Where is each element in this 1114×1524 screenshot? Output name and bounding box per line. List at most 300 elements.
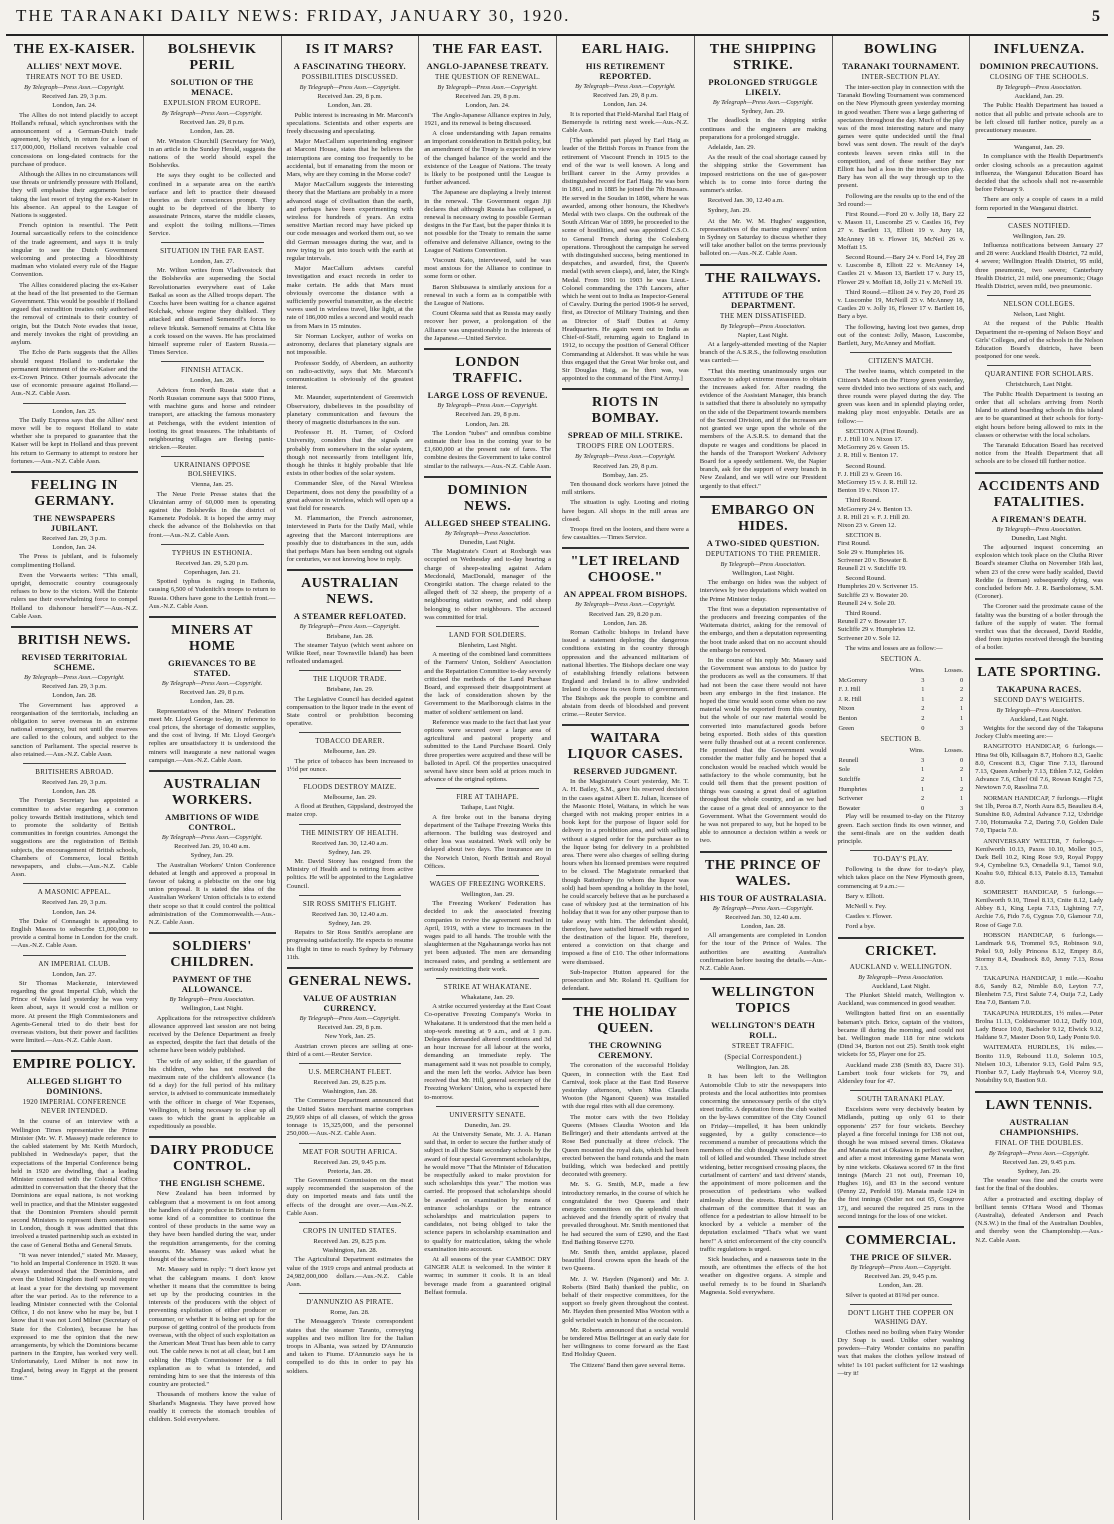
subheading: FINNISH ATTACK.	[180, 366, 244, 375]
article-divider	[436, 978, 539, 979]
table-cell: 2	[960, 785, 964, 793]
received-line: Received Jan. 29, 8 p.m.	[455, 411, 521, 419]
section-divider	[562, 388, 689, 390]
dateline: London, Jan. 24.	[603, 101, 648, 109]
column-3	[282, 36, 420, 1520]
headline: GENERAL NEWS.	[288, 974, 412, 990]
dateline: London, Jan. 27.	[190, 258, 235, 266]
subheading: THE MINISTRY OF HEALTH.	[301, 828, 399, 837]
article	[975, 1091, 1103, 1245]
section-divider	[838, 1226, 965, 1228]
article-divider	[23, 955, 126, 956]
dateline: Pretoria, Jan. 28.	[327, 1167, 373, 1175]
paragraph: All arrangements are completed in London for the tour of the Prince of Wales. The authorities are awaiting Australia's confirmation before issuing the details.—Aus.-N.Z. Cable Assn.	[699, 932, 827, 973]
paragraph: Mr. S. G. Smith, M.P., made a few introductory remarks, in the course of which he congratulated the two Queens and their energetic committees on the splendid result achieved and the friendly spirit of rivalry that prevailed throughout. Mr. Smith mentioned that he had secured the sum of £290, and the East End Bathing Reserve £270.	[562, 1181, 689, 1246]
paragraph: A close understanding with Japan remains an important consideration in British policy, but an amendment of the Treaty is expected in view of the changed balance of the world and the existence of the League of Nations. The treaty is likely to be postponed until the League is further advanced.	[424, 130, 551, 187]
dateline: Sydney, Jan. 29.	[741, 108, 785, 116]
article	[975, 472, 1103, 653]
subheading: HIS RETIREMENT REPORTED.	[585, 61, 665, 81]
received-line: Received Jan. 30, 12.40 a.m.	[725, 913, 802, 921]
article	[838, 1304, 965, 1378]
headline: WELLINGTON TOPICS	[711, 985, 815, 1017]
article	[287, 569, 414, 666]
table-cell: Reunell	[838, 756, 859, 764]
subheading: THE PRICE OF SILVER.	[850, 1252, 952, 1263]
headline: THE SHIPPING STRIKE.	[709, 42, 817, 73]
subheading: A MASONIC APPEAL.	[37, 888, 112, 897]
dateline: Wellington, Last Night.	[732, 569, 795, 577]
paragraph: Received Jan. 30, 12.40 a.m.	[707, 197, 784, 205]
article-divider	[299, 778, 402, 779]
paragraph: At all seasons of the year CAMBOC DRY GINGER ALE is welcomed. In the winter it warms; in summer it cools. It is an ideal beverage made from a guaranteed original Belfast formula.	[424, 1255, 551, 1296]
section-divider	[975, 1091, 1103, 1093]
received-line: Received Jan. 29, 8 p.m.	[179, 689, 245, 697]
dateline: London, Jan. 24.	[465, 102, 510, 110]
received-line: Received Jan. 29, 8.25 p.m.	[313, 1237, 387, 1245]
paragraph: Mr. Smith then, amidst applause, placed beautiful floral crowns upon the heads of the two Queens.	[562, 1248, 689, 1273]
dateline: New York, Jan. 25.	[324, 1033, 376, 1041]
subheading: CLOSING OF THE SCHOOLS.	[989, 73, 1089, 81]
header-cell: Wins.	[909, 667, 925, 674]
paragraph: The Messaggero's Trieste correspondent states that the steamer Taranto, conveying supplies and two million lire for the Italian troops in Albania, was seized by D'Annunzio and taken to Fiume. D'Annunzio says he is compelled to do this in order to pay his soldiers.	[286, 1318, 414, 1375]
article	[424, 788, 551, 871]
results-paragraph: SECTION A (First Round). F. J. Hill 10 v. Nixon 17. McGorrery 26 v. Green 15. J. R. Hill v. Benton 17.	[837, 427, 919, 460]
article	[287, 670, 414, 728]
article	[287, 967, 414, 1059]
subheading: SIR ROSS SMITH'S FLIGHT.	[302, 899, 397, 908]
article	[424, 875, 551, 974]
subheading: AUCKLAND v. WELLINGTON.	[849, 962, 952, 971]
paragraph: There are only a couple of cases in a mild form reported in the Wanganui district.	[975, 196, 1103, 212]
article	[149, 544, 276, 611]
received-line: Received Jan. 29, 5.20 p.m.	[175, 559, 249, 567]
paragraph: Castles v. Flower.	[845, 913, 893, 921]
paragraph: Sir Thomas Mackenzie, interviewed regarding the great Imperial Club, which the Prince of Wales laid yesterday he was very keen about, says it would cost a million or more. At present the High Commissioners and Agents-General tried to do their best for overseas visitors, but their power and facilities were limited.—Aus.-N.Z. Cable Assn.	[11, 979, 138, 1045]
paragraph: The Neue Freie Presse states that the Ukrainian army of 60,000 men is operating against the Bolsheviks in the district of Kamenetz Podolsk. It is hoped the army may check the advance of the Bolsheviks on that front.—Aus.-N.Z. Cable Assn.	[148, 490, 276, 539]
results-paragraph: Second Round. Humphries 20 v. Scrivener 15. Sutcliffe 23 v. Bowater 20. Reunell 24 v. Sole 20.	[837, 575, 919, 607]
paragraph: The Australian Workers' Union Conference debated at length and approved a proposal in favour of taking a plebiscite on the one big union proposal. It is stated the idea of the Australian Workers' Union officials is to extend their scope so that it could control the political administration of the Commonwealth.—Aus.-N.Z. Cable Assn.	[148, 861, 276, 927]
article-divider	[850, 352, 953, 353]
received-line: Received Jan. 29, 8.20 p.m.	[588, 610, 662, 618]
results-paragraph: Third Round.—Elliott 24 v. Fey 20, Ford 26 v. Luscombe 19, McNeill 23 v. McAnney 18, Castles 20 v. Jolly 16, Flower 17 v. Bartlett 16, Bary a bye.	[837, 288, 965, 321]
paragraph: Major MacCallum superintending engineer at Marconi House, states that he believes the interruptions are coming too frequently to be accidental, but if emanating from the moon or Mars, why are they coming in the Morse code?	[286, 138, 414, 179]
paragraph: The adjourned inquest concerning an explosion which took place on the Clutha River Board's steamer Clutha on November 16th last, when 23 of the crew were badly scalded, David Reddie (a fireman) subsequently dying, was concluded before Mr. J. R. Bartholomew, S.M. (Coroner).	[975, 543, 1103, 601]
byline: By Telegraph—Press Association.	[858, 973, 944, 981]
table-cell: 0	[960, 676, 964, 684]
article-divider	[850, 1090, 953, 1091]
subheading: AN IMPERIAL CLUB.	[38, 959, 111, 968]
article	[424, 1106, 551, 1297]
subheading: THE QUESTION OF RENEWAL.	[435, 73, 541, 81]
paragraph: Following are the results up to the end of the 3rd round:—	[837, 192, 965, 208]
masthead-title: THE TARANAKI DAILY NEWS: FRIDAY, JANUARY 30, 1920.	[16, 6, 571, 25]
paragraph: The situation is ugly. Looting and rioting have begun. All shops in the mill areas are closed.	[562, 499, 689, 523]
subheading: UNIVERSITY SENATE.	[449, 1110, 526, 1119]
subheading: TOBACCO DEARER.	[315, 737, 385, 746]
paragraph: A strike occurred yesterday at the East Coast Co-operative Freezing Company's Works in Whakatane. It is understood that the men held a stop-work meeting at 9 a.m., and at 1 p.m. Delegates demanded altered conditions and 3d an hour increase for all labour at the works, demanding an immediate reply. The management said it was not possible to comply, and the men left the works. Advice has been received that Mr. Hill, general secretary of the Freezing Workers' Union, who is expected here to-morrow.	[424, 1003, 551, 1101]
article-divider	[161, 456, 264, 457]
byline: By Telegraph—Press Assn.—Copyright.	[299, 84, 401, 91]
section-divider	[562, 547, 689, 549]
subheading: POSSIBILITIES DISCUSSED.	[301, 73, 399, 81]
article-divider	[436, 875, 539, 876]
article	[11, 626, 138, 759]
dateline: Bombay, Jan. 25.	[602, 471, 649, 479]
subheading: LARGE LOSS OF REVENUE.	[427, 390, 548, 401]
table-cell: 1	[921, 785, 925, 793]
dateline: London, Jan. 28.	[741, 923, 786, 931]
dateline: Auckland, Jan. 29.	[1014, 93, 1064, 101]
table-cell: 1	[921, 695, 925, 703]
standings-table	[838, 746, 965, 813]
subheading: SITUATION IN THE FAR EAST.	[160, 247, 265, 256]
headline: THE EX-KAISER.	[13, 42, 136, 57]
paragraph: A fire broke out in the banana drying department of the Taihape Freezing Works this afternoon. The building was destroyed and other loss was sustained. Work will only be delayed about two days. The insurance are in the Norwich Union, North British and Royal Offices.	[424, 813, 551, 870]
dateline: Auckland, Last Night.	[1009, 715, 1069, 723]
results-paragraph: Third Round. Reunell 27 v. Bowater 17. Sutcliffe 29 v. Humphries 12. Scrivener 20 v. Sole 12.	[837, 609, 916, 642]
subheading: DEPUTATIONS TO THE PREMIER.	[705, 549, 821, 558]
paragraph: Although the Allies in no circumstances will use threats or unfriendly pressure with Holland, they will emphasise their arguments before taking the last resort of trying the ex-Kaiser in his absence. An appeal to the League of Nations is suggested.	[11, 171, 138, 220]
table-cell: 0	[921, 724, 925, 732]
table-cell: Nixon	[838, 705, 855, 713]
dateline: Dunedin, Last Night.	[459, 538, 516, 546]
subheading: PAYMENT OF THE ALLOWANCE.	[172, 974, 252, 995]
paragraph: TAKAPUNA HANDICAP, 1 mile.—Koahu 8.6, Sandy 8.2, Nimble 8.0, Leyton 7.7, Blenheim 7.5, First Salute 7.4, Ouija 7.2, Lady Ena 7.0, Bantam 7.0.	[975, 974, 1103, 1007]
paragraph: Roman Catholic bishops in Ireland have issued a statement deploring the dangerous conditions existing in the country through oppression and the advanced militarism of national liberties. The Bishops declare one way of establishing friendly relations between England and Ireland is to allow undivided Ireland to choose its own form of government. The Bishops ask the people to combine and abstain from deeds of bloodshed and prevent crime.—Reuter Service.	[562, 628, 689, 718]
paragraph: The Plunket Shield match, Wellington v. Auckland, was commenced in good weather.	[837, 991, 965, 1008]
headline: BOWLING	[864, 42, 938, 57]
subheading: ALLEGED SLIGHT TO DOMINIONS.	[26, 1076, 123, 1097]
article	[562, 547, 689, 719]
subheading: THE LIQUOR TRADE.	[313, 675, 387, 684]
paragraph: The Foreign Secretary has appointed a committee to advise regarding a common policy towards British institutions, which tend to promote the solidarity of British communities in foreign countries. Amongst the suggestions are the registration of British subjects, the encouragement of British schools, Chambers of Commerce, local British newspapers, and clubs.—Aus.-N.Z. Cable Assn.	[11, 797, 138, 879]
subheading: WELLINGTON'S DEATH ROLL.	[711, 1020, 816, 1041]
section-divider	[700, 851, 827, 853]
paragraph: Influenza notifications between January 27 and 28 were: Auckland Health District, 72 mild, 4 severe; Wellington Health District, 95 mild, three pneumonic, two severe; Canterbury Health District, 21 mild, one pneumonic; Otago Health District, seven mild, two pneumonic.	[975, 242, 1103, 291]
paragraph: New Zealand has been informed by cablegram that a movement is on foot among the handlers of dairy produce in Britain to form some kind of a committee to continue the control of these products in the same way as they have been handled during the war, under the requisition arrangements, for the coming seasons. Mr. Massey was asked what he thought of the scheme.	[148, 1190, 276, 1264]
table-cell: 1	[960, 714, 964, 722]
table-cell: 1	[960, 775, 964, 783]
paragraph: It is reported that Field-Marshal Earl Haig of Bemersyde is retiring next week.—Aus.-N.Z. Cable Assn.	[562, 110, 689, 135]
dateline: London, Jan. 28.	[52, 788, 97, 796]
table-row	[838, 676, 965, 686]
byline: By Telegraph—Press Assn.—Copyright.	[712, 904, 814, 912]
article-divider	[299, 1063, 402, 1064]
table-row	[838, 775, 965, 785]
article-divider	[436, 788, 539, 789]
paragraph: Advices from North Russia state that a North Russian commune says that 5000 Finns, with machine guns and horse and reindeer transport, are attacking the famous monastery at Petchenga, with the evident intention of looting its great treasures. The inhabitants of neighbouring villages are fleeing panic-stricken.—Reuter.	[148, 386, 276, 452]
headline: ACCIDENTS AND FATALITIES.	[978, 478, 1101, 510]
article	[700, 851, 827, 974]
paragraph: In the course of an interview with a Wellington Times representative the Prime Minister (Mr. W. F. Massey) made reference to the cabled statement by Mr. Keith Murdoch, published in Wednesday's paper, that the expectations of the Imperial Conference being held in 1920 are dwindling, that a leading Minister connected with the Colonial Office admitted in conversation that the theory that the Dominions are equal nations, is not working well in practice, and that the Minister suggested that the Dominion Premiers should permit second Ministers to represent them sometimes in London, though it was admitted that this involved a trusted partnership such as existed in the case of General Botha and General Smuts.	[11, 1118, 138, 1249]
headline: "LET IRELAND CHOOSE."	[570, 554, 681, 586]
paragraph: The first was a deputation representative of the producers and freezing companies of the Waitemata district, asking for the removal of the embargo, and then a deputation representing the boot trade asked that on no account should the embargo be removed.	[699, 605, 827, 654]
subheading: DOMINION PRECAUTIONS.	[979, 61, 1099, 71]
subheading: FINAL OF THE DOUBLES.	[994, 1138, 1084, 1147]
results-paragraph: The following, having lost two games, drop out of the contest: Jolly, Mason, Luscombe, Bartlett, Jury, McAnney and Moffatt.	[837, 323, 965, 348]
paragraph: At a largely-attended meeting of the Napier branch of the A.S.R.S., the following resolution was carried:—	[699, 341, 827, 365]
table-cell: 3	[960, 724, 964, 732]
dateline: Rome, Jan. 28.	[330, 1309, 370, 1317]
article	[424, 626, 551, 784]
table-cell: Humphries	[838, 785, 867, 793]
subheading: SECOND DAY'S WEIGHTS.	[993, 695, 1085, 704]
subheading: TYPHUS IN ESTHONIA.	[171, 548, 253, 557]
paragraph: Thousands of mothers know the value of Sharland's Magnesia. They have proved how readily it corrects the stomach troubles of children. Sold everywhere.	[148, 1391, 276, 1423]
byline: By Telegraph—Press Association.	[996, 84, 1082, 91]
paragraph: In compliance with the Health Department's order closing schools as a precaution against influenza, the Wanganui Education Board has decided that the schools shall not re-assemble before February 9.	[975, 153, 1103, 194]
subheading: CITIZEN'S MATCH.	[868, 357, 934, 366]
dateline: Wellington, Jan. 29.	[461, 891, 514, 899]
article	[424, 42, 551, 343]
article	[975, 365, 1103, 466]
headline: EMBARGO ON HIDES.	[711, 502, 815, 534]
column-5	[557, 36, 695, 1520]
dateline: London, Jan. 25.	[52, 407, 97, 415]
subheading: BRITISHERS ABROAD.	[35, 768, 114, 776]
byline: By Telegraph—Press Assn.—Copyright.	[988, 1149, 1090, 1157]
headline: BRITISH NEWS.	[17, 632, 131, 648]
received-line: Received Jan. 29, 3 p.m.	[41, 534, 107, 542]
header-cell: Losses.	[944, 667, 964, 674]
paragraph: Excelsiors were very decisively beaten by Midlands, putting up only 61 to their opponents' 257 for four wickets. Beechey played a fine forceful innings for 138 not out, though he was missed several times. Okaiawa and Manaia met at Okaiawa in perfect weather, and after a most interesting game Manaia won by nine wickets. Okaiawa scored 67 in the first innings (March 21 not out), Freeman 10, Hughes 16), and 83 in the second venture (Penny 22, Penfold 19). Manaia made 124 in the first innings (Ostler not out 65, Cosgrove 17), and secured the required 25 runs in the second innings for the loss of one wicket.	[837, 1106, 965, 1220]
received-line: Received Jan. 29, 3 p.m.	[41, 899, 107, 907]
table-row	[838, 724, 965, 734]
paragraph: Mr. Massey said in reply: "I don't know yet what the cablegram means. I don't know whether it means that the committee is being set up by the producing countries in the interests of the producers with the object of preventing exploitation of either producer or consumer, or whether it is being set up for the purpose of getting control of the products from overseas, with the object of such exploitation as the American Meat Trust has been able to carry out. The cable news is not at all clear, but I am cabling the High Commissioner for a full explanation as to what is intended, and reminding him to see that the interests of this country are protected."	[148, 1266, 276, 1389]
article	[287, 1063, 414, 1138]
table-cell: 3	[960, 804, 964, 812]
paragraph: Count Okuma said that as Russia may easily recover her power, a prolongation of the Alliance was unquestionably in the interests of the Japanese.—United Service.	[424, 310, 551, 342]
article	[149, 456, 276, 539]
section-divider	[287, 569, 414, 571]
paragraph: The Coroner said the proximate cause of the fatality was the bursting of a boiler through the failure of the supply of water. The formal verdict was that the deceased, David Reddie, died from injuries received through the bursting of a boiler.	[975, 603, 1103, 652]
section-divider	[287, 967, 414, 969]
paragraph: Professor Soddy, of Aberdeen, an authority on radio-activity, says that Mr. Marconi's communication is obviously of the greatest interest.	[286, 359, 414, 392]
column-8	[970, 36, 1108, 1520]
article-divider	[987, 217, 1091, 218]
article-divider	[299, 895, 402, 896]
received-line: Received Jan. 29, 8 p.m.	[179, 119, 245, 127]
article	[424, 476, 551, 622]
dateline: Christchurch, Last Night.	[1005, 381, 1073, 389]
article	[838, 1090, 965, 1221]
paragraph: At the request of the Public Health Department the re-opening of Nelson Boys' and Girls' Colleges, and of the schools in the Nelson Education Board's districts, have been postponed for one week.	[975, 320, 1103, 361]
results-paragraph: Second Round.—Bary 24 v. Ford 14, Fey 28 v. Luscombe 8, Elliott 22 v. McAnney 14, Castles 21 v. Mason 13, Bartlett 17 v. Jury 15, Flower 29 v. Moffatt 18, Jolly 21 v. McNeil 19.	[837, 254, 965, 286]
article	[287, 824, 414, 891]
article	[149, 42, 276, 238]
article	[11, 883, 138, 950]
dateline: Sydney, Jan. 29.	[1017, 1167, 1061, 1175]
subheading: FIRE AT TAIHAPE.	[456, 793, 519, 802]
subheading: GRIEVANCES TO BE STATED.	[168, 657, 257, 678]
subheading: 1920 IMPERIAL CONFERENCE NEVER INTENDED.	[22, 1098, 127, 1116]
paragraph: The Public Health Department is issuing an order that all scholars arriving from North Island to attend boarding schools in this island are to be quarantined at their schools for forty-eight hours before being allowed to mix in the classes or otherwise with the local scholars.	[975, 390, 1103, 439]
dateline: Sydney, Jan. 29.	[328, 920, 372, 928]
column-4	[419, 36, 557, 1520]
paragraph: The Anglo-Japanese Alliance expires in July, 1921, and its renewal is being discussed.	[424, 111, 551, 127]
article	[11, 471, 138, 621]
byline: By Telegraph—Press Association.	[996, 525, 1082, 533]
section-divider	[700, 496, 827, 498]
subheading: HIS TOUR OF AUSTRALASIA.	[699, 892, 827, 903]
paragraph: Mr. Wilton writes from Vladivostock that the Bolsheviks are superseding the Social Revolutionaries everywhere east of Lake Baikal as soon as the Allied troops depart. The Czechs have been waiting for a chance against Kolchak, whose regime they disliked. They attacked and disarmed Semenoff's forces to relieve Irkutsk. Semenoff remains at Chita like a cork tossed on the waves. He has proclaimed himself supreme ruler of Eastern Russia.—Times Service.	[148, 267, 276, 357]
article	[287, 1222, 414, 1289]
subheading: AUSTRALIAN CHAMPIONSHIPS.	[999, 1116, 1079, 1137]
article	[975, 42, 1103, 135]
header-cell	[838, 666, 895, 676]
received-line: Received Jan. 29, 9.45 p.m.	[313, 1158, 387, 1166]
columns	[6, 36, 1108, 1520]
headline: AUSTRALIAN WORKERS.	[163, 776, 261, 808]
paragraph: The coronation of the successful Holiday Queen, in connection with the East End Carnival, took place at the East End Reserve yesterday afternoon, when Miss Claudia Wooton (the Nganoni Queen) was installed with due regal rites with all due ceremony.	[562, 1062, 689, 1111]
article	[287, 778, 414, 820]
subheading: TARANAKI TOURNAMENT.	[842, 61, 960, 71]
table-cell: 2	[921, 775, 925, 783]
paragraph: The Commerce Department announced that the United States merchant marine comprises 29,669 ships of all classes, of which the gross tonnage is 15,325,000, and the personnel 250,000.—Aus.-N.Z. Cable Assn.	[286, 1097, 414, 1138]
table-cell: 2	[921, 795, 925, 803]
dateline: Taihape, Last Night.	[460, 804, 515, 812]
table-cell: 0	[921, 804, 925, 812]
dateline: Melbourne, Jan. 29.	[323, 748, 377, 756]
paragraph: The Japanese are displaying a lively interest in the renewal. The Government organ Jiji declares that although Russia has collapsed, a renewal is necessary owing to possible German designs in the Far East, but the paper thinks it is not possible for the Treaty to remain the same offensive and defensive Alliance, owing to the League of Nations Convention.	[424, 189, 551, 254]
article	[149, 242, 276, 357]
article	[838, 352, 965, 846]
subheading: VALUE OF AUSTRIAN CURRENCY.	[303, 993, 397, 1014]
table-cell: 1	[921, 686, 925, 694]
paragraph: Mr. Maunder, superintendent of Greenwich Observatory, disbelieves in the possibility of planetary communication and favours the theory of magnetic disturbances in the sun.	[286, 394, 414, 426]
standings-section: SECTION B.	[880, 735, 922, 744]
subheading: THREATS NOT TO BE USED.	[25, 73, 123, 81]
article-divider	[987, 139, 1091, 140]
paragraph: The Magistrate's Court at Roxburgh was occupied on Wednesday and to-day hearing a charge of sheep-stealing against Adam Mecdonald, MacDonald, manager of the Orongiriki station. The charge related to the alleged theft of 32 sheep, the property of a neighbouring station owner, and odd sheep belonging to other neighbours. The accused was committed for trial.	[424, 548, 551, 621]
standings-table	[838, 666, 965, 733]
paragraph: Following is the draw for to-day's play, which takes place on the New Plymouth green, commencing at 9 a.m.:—	[837, 866, 965, 890]
byline: By Telegraph—Press Assn.—Copyright.	[161, 833, 263, 841]
section-divider	[149, 616, 276, 618]
table-cell: 1	[921, 766, 925, 774]
table-cell: 1	[960, 705, 964, 713]
section-divider	[838, 937, 965, 939]
results-paragraph: SECTION B. First Round. Sole 29 v. Humphries 16. Scrivener 20 v. Bowater 8. Reunell 21 v. Sutcliffe 19.	[837, 532, 908, 572]
header-cell: Wins.	[909, 747, 925, 755]
subheading: EXPULSION FROM EUROPE.	[163, 99, 262, 107]
article	[287, 42, 414, 564]
paragraph: Ford a bye.	[845, 923, 876, 931]
article-divider	[436, 626, 539, 627]
article	[11, 1050, 138, 1383]
paragraph: The Echo de Paris suggests that the Allies should request Holland to undertake the permanent internment of the ex-Kaiser and the ex-Crown Prince. Other journals advocate the use of economic pressure against Holland.—Aus.-N.Z. Cable Assn.	[11, 349, 138, 398]
paragraph: Public interest is increasing in Mr. Marconi's speculations. Scientists and other experts are freely discussing and speculating.	[286, 111, 414, 136]
headline: WAITARA LIQUOR CASES.	[567, 731, 684, 763]
article	[424, 978, 551, 1102]
paragraph: At the Mr. W. M. Hughes' suggestion, representatives of the marine engineers' union in Sydney on Saturday to discuss whether they will take another ballot on the terms previously balloted on.—Aus.-N.Z. Cable Assn.	[699, 217, 827, 258]
headline: THE PRINCE OF WALES.	[705, 857, 822, 889]
byline: By Telegraph—Press Assn.—Copyright.	[24, 673, 125, 681]
article	[287, 1143, 414, 1218]
table-cell: F. J. Hill	[838, 686, 861, 694]
table-row	[838, 685, 965, 695]
article	[287, 1293, 414, 1376]
paragraph: The Citizens' Band then gave several items.	[570, 1361, 686, 1369]
dateline: Whakatane, Jan. 29.	[460, 994, 515, 1002]
paragraph: It has been left to the Wellington Automobile Club to stir the newspapers into protests and the local authorities into promises concerning the unnecessary perils of the city's street traffic. A deputation from the club waited on the by-laws committee of the City Council on Friday—impelled, it has been unkindly suggested, by a guilty conscience—to recommend a number of precautions which the members of the club thought would reduce the toll of killed and wounded. These include street widening, better recognised crossing places, the curtailment of carriers' and taxi drivers' stands, the appointment of more policemen and the prosecution of pedestrians who walked aimlessly about the streets. Reminded by the chairman of the committee that it was an offence for a pedestrian to allow himself to be knocked by a vehicle a member of the deputation exclaimed "That's what we want here!" A strict enforcement of the city council's traffic regulations is urged.	[699, 1073, 827, 1253]
received-line: Received Jan. 29, 8 p.m.	[592, 92, 658, 100]
subheading: STRIKE AT WHAKATANE.	[443, 983, 532, 992]
paragraph: The Daily Express says that the Allies' next move will be to request Holland to state whether she is prepared to guarantee that the Kaiser will be kept in Holland and thus prevent his return to Germany to attempt to restore her fortunes.—Aus.-N.Z. Cable Assn.	[11, 416, 138, 465]
dateline: Sydney, Jan. 29.	[328, 848, 372, 856]
dateline: Wellington, Jan. 29.	[1012, 232, 1066, 240]
column-1	[6, 36, 144, 1520]
article-divider	[850, 1304, 953, 1305]
article	[838, 850, 965, 931]
subheading: THE ENGLISH SCHEME.	[159, 1178, 265, 1189]
paragraph: French opinion is resentful. The Petit Journal sarcastically refers to the coincidence of the trade agreement, and says it is truly singular to see the Dutch Government welcoming and protecting a bloodthirsty madman who violated every rule of the Hague Convention.	[11, 222, 138, 279]
article-divider	[299, 670, 402, 671]
article-divider	[299, 1143, 402, 1144]
article-divider	[161, 242, 264, 243]
subheading: ANGLO-JAPANESE TREATY.	[426, 61, 549, 71]
paragraph: The Allies do not intend placidly to accept Holland's refusal, which synchronises with the announcement of a German-Dutch trade agreement, by which, in return for a loan of £17,000,000, Holland receives valuable coal concessions on long-dated contracts for the purchase of produce.	[11, 111, 138, 168]
paragraph: The London "tubes" and omnibus combine estimate their loss in the coming year to be £1,600,000 at the present rate of fares. The combine desires the Government to take control similar to the railways.—Aus.-N.Z. Cable Assn.	[424, 429, 551, 470]
dateline: London, Jan. 24.	[52, 102, 97, 110]
section-divider	[562, 724, 689, 726]
section-divider	[149, 932, 276, 934]
received-line: Received Jan. 29, 8 p.m.	[455, 93, 521, 101]
paragraph: The Government has approved a reorganisation of the territorials, including an obligation to serve overseas in an extreme national emergency, but not until the reserves are called to the colours, and subject to the sanction of Parliament. The special reserve is also retained.—Aus.-N.Z. Cable Assn.	[11, 701, 138, 758]
section-divider	[11, 1050, 138, 1052]
dateline: London, Jan. 28.	[603, 619, 648, 627]
article	[562, 42, 689, 383]
paragraph: In the Magistrate's Court yesterday, Mr. T. A. H. Bailey, S.M., gave his reserved decision in the cases against Albert E. Julian, licensee of the Masonic Hotel, Waitara, in which he was charged with not making proper entries in a book kept for the purpose of liquor sold for delivery in a prohibition area, and with selling without a signed order for the purchaser as to the liquor being for delivery in a prohibited area. There were also charges of selling during hours when his licensed premises were required to be closed. The Magistrate remarked that though Rattenbury (to whom the liquor was sold) had been spending a holiday in the hotel, he could scarcely believe that as he purchased a case of whiskey just at the termination of his holiday that it was for any other purpose than to take away with him. The defendant should, therefore, have satisfied himself with regard to the destination of the liquor. He, therefore, entered a conviction on that charge and imposed a fine of £10. The other informations were dismissed.	[562, 778, 689, 966]
table-cell: Bowater	[838, 804, 861, 812]
dateline: Napier, Last Night.	[737, 331, 789, 339]
article-divider	[850, 850, 953, 851]
dateline: Washington, Jan. 28.	[322, 1247, 378, 1255]
received-line: Received Jan. 29, 3 p.m.	[41, 779, 107, 786]
byline: By Telegraph—Press Association.	[996, 706, 1082, 714]
paragraph: The inter-section play in connection with the Taranaki Bowling Tournament was commenced on the New Plymouth green yesterday morning in good weather. There was a large gathering of spectators throughout the day. Much of the play was of the most interesting nature and many games were quite undecided until the final bowl was sent down. The result of the day's contests leaves seven rinks still in the competition, and of these neither Bay nor Elliott has had a loss in the inter-section play. Bary has won all the way through up to the present.	[837, 84, 965, 190]
subheading: SOUTH TARANAKI PLAY.	[857, 1095, 945, 1104]
dateline: Wanganui, Jan. 29.	[1014, 144, 1065, 152]
paragraph: Major MacCallum suggests the interesting theory that the Martians are probably in a more advanced stage of civilisation than the earth, and perhaps have been experimenting with wireless for hundreds of years. An extra sensitive Martian record may have picked up our code messages and worked them out, so we did German messages during the war, and is now trying to get into touch with the earth at regular intervals.	[286, 181, 414, 263]
column-2	[144, 36, 282, 1520]
dateline: Dunedin, Last Night.	[1011, 534, 1067, 542]
article	[838, 1226, 965, 1300]
article-divider	[436, 1106, 539, 1107]
paragraph: The wife of any soldier, if the guardian of his children, who has not received the maximum rate of the children's allowance (1s 6d a day) for the full period of his military service, is advised to communicate immediately with the officer in charge of War Expenses, Wellington, it being necessary to clear up all cases to which the grant is applicable as expeditiously as possible.	[148, 1057, 276, 1131]
table-cell: 2	[921, 714, 925, 722]
subheading: RESERVED JUDGMENT.	[573, 766, 678, 777]
page-number: 5	[1092, 8, 1102, 25]
table-cell: 1	[960, 795, 964, 803]
received-line: Received Jan. 29, 8.25 p.m.	[313, 1079, 387, 1087]
article	[700, 264, 827, 491]
paragraph: Wellington batted first on an essentially batsman's pitch. Brice, captain of the visitors, became ill during the morning, and could not bat. Wellington made 118 for nine wickets (Dind 34, Burton not out 25). Smith took eight wickets for 55, Player one for 25.	[837, 1010, 965, 1059]
article	[11, 403, 138, 466]
paragraph: The Allies considered placing the ex-Kaiser at the head of the list presented to the German Government. This would be possible if Holland argued that extradition treaties only authorised the removal of criminals to their country of origin, but the Dutch Note evades that issue, and merely invokes the right of providing an asylum.	[11, 281, 138, 347]
paragraph: Sir Norman Lockyer, author of works on astronomy, declares that planetary signals are not impossible.	[286, 332, 414, 357]
dateline: London, Jan. 28.	[190, 698, 235, 706]
table-cell: J. R. Hill	[838, 695, 862, 703]
section-divider	[424, 476, 551, 478]
dateline: London, Jan. 24.	[52, 908, 97, 916]
byline: By Telegraph—Press Association.	[720, 560, 806, 568]
subheading: NELSON COLLEGES.	[1003, 300, 1075, 309]
byline: By Telegraph—Press Assn.—Copyright.	[299, 623, 401, 631]
table-row	[838, 695, 965, 705]
received-line: Received Jan. 30, 12.40 a.m.	[311, 910, 388, 918]
section-divider	[11, 626, 138, 628]
